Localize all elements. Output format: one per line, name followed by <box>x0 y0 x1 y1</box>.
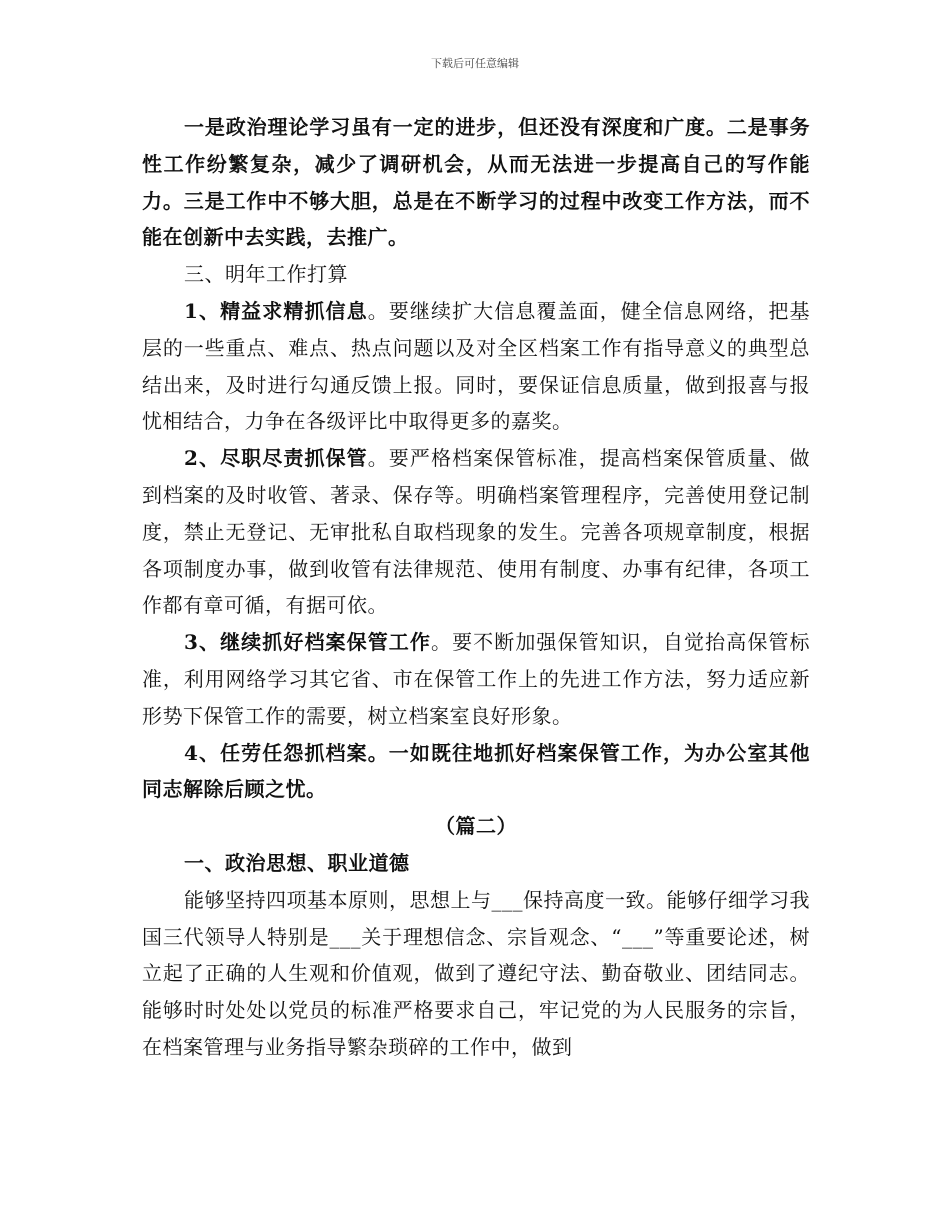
item-3-heading: 3、继续抓好档案保管工作 <box>184 630 431 655</box>
section-title-political-thought: 一、政治思想、职业道德 <box>184 850 410 875</box>
paragraph-shortcomings: 一是政治理论学习虽有一定的进步，但还没有深度和广度。二是事务性工作纷繁复杂，减少了调研机会，从而无法进一步提高自己的写作能力。三是工作中不够大胆，总是在不断学习的过程中改变工作方法，而不能在创新中去实践，去推广。 <box>142 115 810 250</box>
section-title-next-year-plan: 三、明年工作打算 <box>184 262 348 287</box>
part-two-title: （篇二） <box>435 814 517 839</box>
item-1-heading: 1、精益求精抓信息 <box>184 298 368 323</box>
item-2-heading: 2、尽职尽责抓保管 <box>184 446 368 471</box>
page-header: 下载后可任意编辑 <box>431 57 519 70</box>
document-body <box>142 109 810 1066</box>
item-2 <box>142 440 810 624</box>
paragraph-political-thought: 能够坚持四项基本原则，思想上与___保持高度一致。能够仔细学习我国三代领导人特别是___关于理想信念、宗旨观念、“___”等重要论述，树立起了正确的人生观和价值观，做到了遵纪守法、勤奋敬业、团结同志。能够时时处处以党员的标准严格要求自己，牢记党的为人民服务的宗旨，在档案管理与业务指导繁杂琐碎的工作中，做到 <box>142 887 810 1059</box>
item-3 <box>142 624 810 734</box>
item-2-body: 。要严格档案保管标准，提高档案保管质量、做到档案的及时收管、著录、保存等。明确档案管理程序，完善使用登记制度，禁止无登记、无审批私自取档现象的发生。完善各项规章制度，根据各项制度办事，做到收管有法律规范、使用有制度、办事有纪律，各项工作都有章可循，有据可依。 <box>142 446 810 618</box>
item-1-body: 。要继续扩大信息覆盖面，健全信息网络，把基层的一些重点、难点、热点问题以及对全区档案工作有指导意义的典型总结出来，及时进行勾通反馈上报。同时，要保证信息质量，做到报喜与报忧相结合，力争在各级评比中取得更多的嘉奖。 <box>142 298 810 434</box>
item-1 <box>142 293 810 440</box>
item-3-body: 。要不断加强保管知识，自觉抬高保管标准，利用网络学习其它省、市在保管工作上的先进工作方法，努力适应新形势下保管工作的需要，树立档案室良好形象。 <box>142 630 810 728</box>
item-4: 4、任劳任怨抓档案。一如既往地抓好档案保管工作，为办公室其他同志解除后顾之忧。 <box>142 740 810 802</box>
